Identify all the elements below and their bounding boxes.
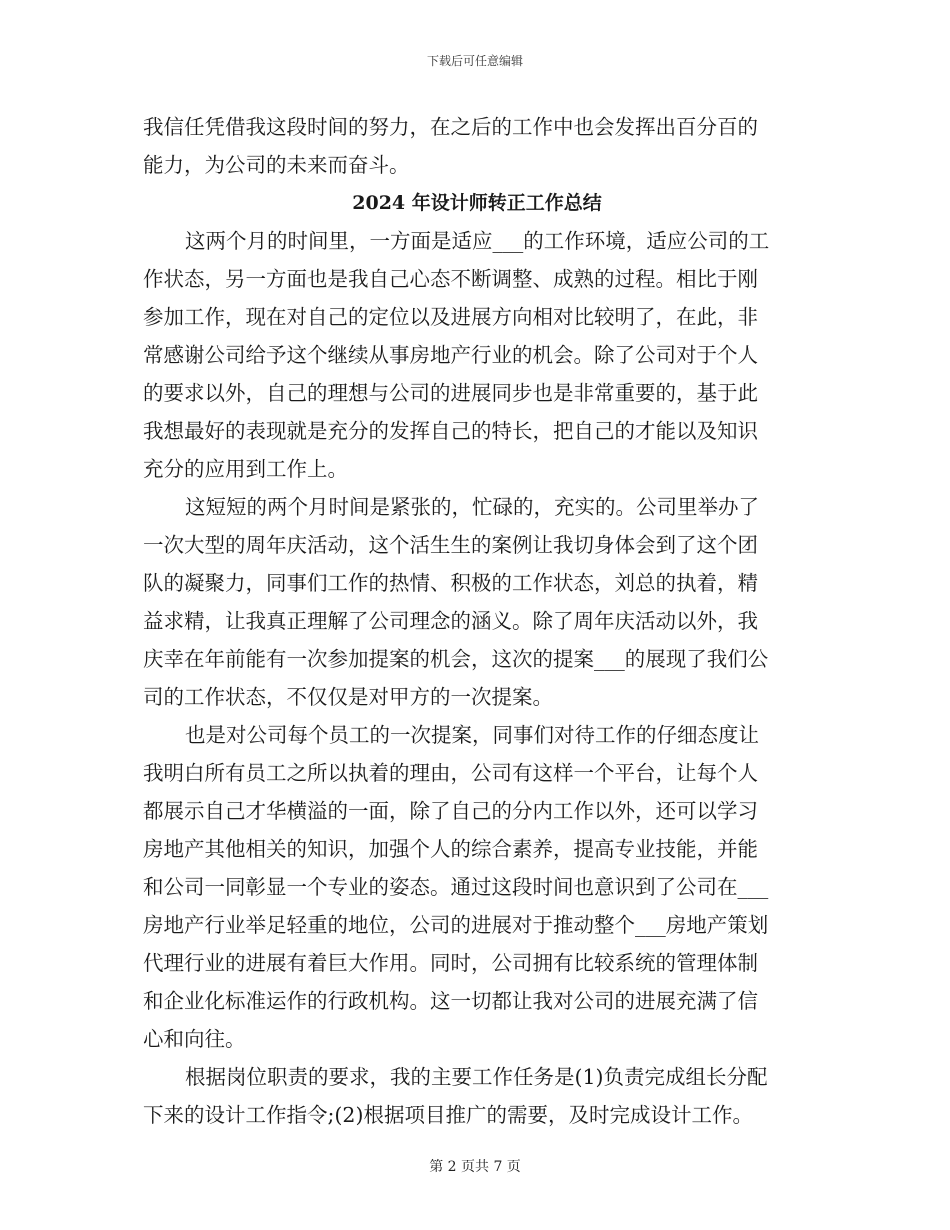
text-line: 下来的设计工作指令;(2)根据项目推广的需要，及时完成设计工作。 (143, 1103, 753, 1127)
document-title: 2024 年设计师转正工作总结 (352, 192, 602, 214)
text-line: 参加工作，现在对自己的定位以及进展方向相对比较明了，在此，非 (143, 305, 758, 329)
text-line: 作状态，另一方面也是我自己心态不断调整、成熟的过程。相比于刚 (143, 267, 758, 291)
document-body (143, 108, 811, 1134)
text-line: 益求精，让我真正理解了公司理念的涵义。除了周年庆活动以外，我 (143, 609, 758, 633)
text-line: 和企业化标准运作的行政机构。这一切都让我对公司的进展充满了信 (143, 989, 758, 1013)
intro-paragraph (143, 108, 811, 184)
paragraph-2 (143, 488, 811, 716)
text-line: 充分的应用到工作上。 (143, 457, 348, 481)
text-line: 房地产行业举足轻重的地位，公司的进展对于推动整个___房地产策划 (143, 913, 769, 937)
text-line: 根据岗位职责的要求，我的主要工作任务是(1)负责完成组长分配 (185, 1065, 768, 1089)
page-number: 第 2 页共 7 页 (429, 1159, 521, 1175)
text-line: 庆幸在年前能有一次参加提案的机会，这次的提案___的展现了我们公 (143, 647, 769, 671)
paragraph-1 (143, 222, 811, 488)
text-line: 和公司一同彰显一个专业的姿态。通过这段时间也意识到了公司在___ (143, 875, 769, 899)
page-header: 下载后可任意编辑 (426, 54, 523, 68)
text-line: 常感谢公司给予这个继续从事房地产行业的机会。除了公司对于个人 (143, 343, 758, 367)
text-line: 的要求以外，自己的理想与公司的进展同步也是非常重要的，基于此 (143, 381, 758, 405)
text-line: 我信任凭借我这段时间的努力，在之后的工作中也会发挥出百分百的 (143, 115, 758, 139)
paragraph-4 (143, 1058, 811, 1134)
text-line: 这两个月的时间里，一方面是适应___的工作环境，适应公司的工 (185, 229, 770, 253)
text-line: 一次大型的周年庆活动，这个活生生的案例让我切身体会到了这个团 (143, 533, 758, 557)
text-line: 队的凝聚力，同事们工作的热情、积极的工作状态，刘总的执着，精 (143, 571, 758, 595)
text-line: 也是对公司每个员工的一次提案，同事们对待工作的仔细态度让 (185, 723, 759, 747)
text-line: 房地产其他相关的知识，加强个人的综合素养，提高专业技能，并能 (143, 837, 758, 861)
text-line: 我明白所有员工之所以执着的理由，公司有这样一个平台，让每个人 (143, 761, 758, 785)
text-line: 我想最好的表现就是充分的发挥自己的特长，把自己的才能以及知识 (143, 419, 758, 443)
text-line: 这短短的两个月时间是紧张的，忙碌的，充实的。公司里举办了 (185, 495, 759, 519)
text-line: 代理行业的进展有着巨大作用。同时，公司拥有比较系统的管理体制 (143, 951, 758, 975)
text-line: 心和向往。 (143, 1027, 246, 1051)
text-line: 司的工作状态，不仅仅是对甲方的一次提案。 (143, 685, 553, 709)
text-line: 都展示自己才华横溢的一面，除了自己的分内工作以外，还可以学习 (143, 799, 758, 823)
paragraph-3 (143, 716, 811, 1058)
text-line: 能力，为公司的未来而奋斗。 (143, 153, 410, 177)
